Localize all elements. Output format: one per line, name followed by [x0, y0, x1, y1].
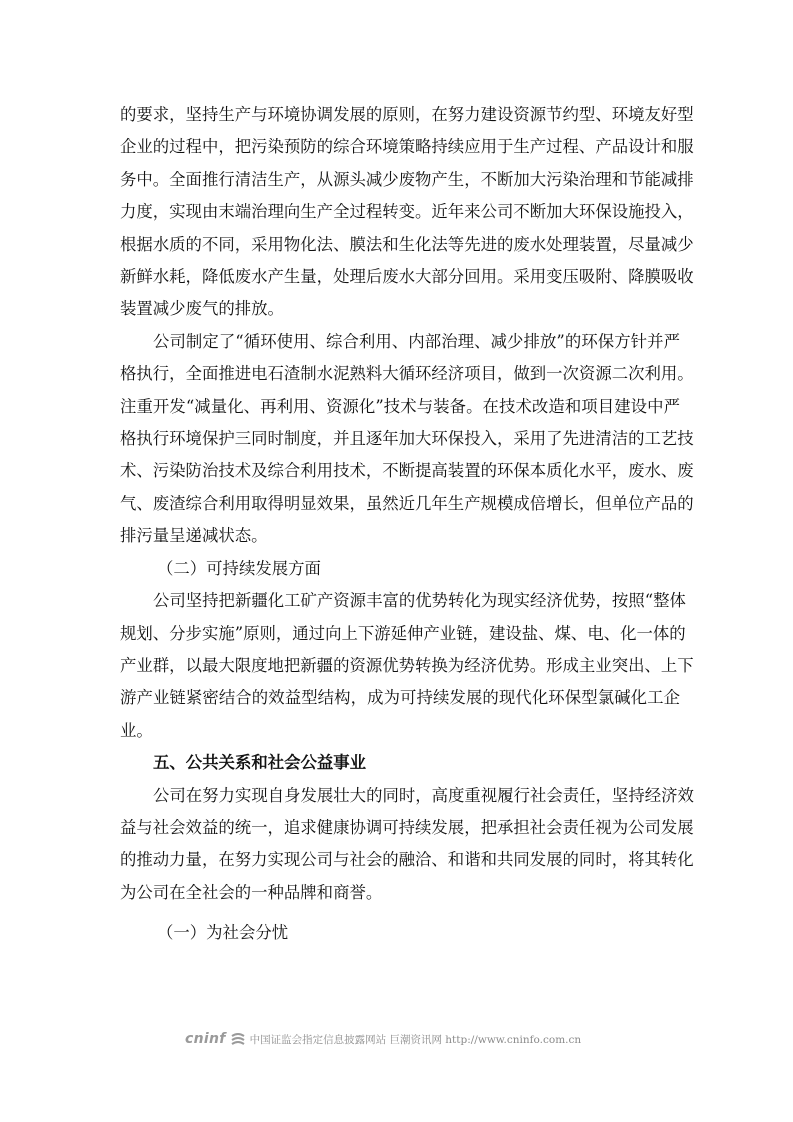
text-line: 装置减少废气的排放。: [120, 299, 284, 319]
text-line: 企业的过程中，把污染预防的综合环境策略持续应用于生产过程、产品设计和服: [120, 137, 694, 157]
text-line: 注重开发“减量化、再利用、资源化”技术与装备。在技术改造和项目建设中严: [120, 396, 680, 416]
paragraph-environmental-strategy: [120, 99, 694, 326]
document-body: [120, 99, 694, 950]
paragraph-sustainable-development: [120, 585, 694, 747]
text-line: 游产业链紧密结合的效益型结构，成为可持续发展的现代化环保型氯碱化工企: [120, 688, 680, 708]
text-line: 为公司在全社会的一种品牌和商誉。: [120, 882, 383, 902]
text-line: 力度，实现由末端治理向生产全过程转变。近年来公司不断加大环保设施投入，: [120, 202, 694, 222]
text-line: 公司制定了“循环使用、综合利用、内部治理、减少排放”的环保方针并严: [153, 331, 680, 351]
text-line: 公司在努力实现自身发展壮大的同时，高度重视履行社会责任，坚持经济效: [153, 785, 694, 805]
paragraph-social-responsibility: [120, 780, 694, 910]
text-line: 术、污染防治技术及综合利用技术，不断提高装置的环保本质化水平，废水、废: [120, 461, 694, 481]
footer-text: 中国证监会指定信息披露网站 巨潮资讯网 http://www.cninfo.com.cn: [249, 1033, 582, 1046]
page-footer: [185, 1030, 581, 1048]
subheading-sustainable-development: （二）可持续发展方面: [157, 558, 321, 578]
text-line: 新鲜水耗，降低废水产生量，处理后废水大部分回用。采用变压吸附、降膜吸收: [120, 267, 694, 287]
text-line: 规划、分步实施”原则，通过向上下游延伸产业链，建设盐、煤、电、化一体的: [120, 623, 686, 643]
subheading-social-concerns: （一）为社会分忧: [157, 923, 289, 943]
text-line: 根据水质的不同，采用物化法、膜法和生化法等先进的废水处理装置，尽量减少: [120, 234, 694, 254]
text-line: 格执行，全面推进电石渣制水泥熟料大循环经济项目，做到一次资源二次利用。: [120, 364, 694, 384]
text-line: 产业群，以最大限度地把新疆的资源优势转换为经济优势。形成主业突出、上下: [120, 655, 694, 675]
section-heading-public-relations: 五、公共关系和社会公益事业: [153, 753, 367, 773]
text-line: 公司坚持把新疆化工矿产资源丰富的优势转化为现实经济优势，按照“整体: [153, 591, 686, 611]
cninfo-logo-text: cninf: [185, 1031, 226, 1047]
text-line: 排污量呈递减状态。: [120, 526, 268, 546]
text-line: 的推动力量，在努力实现公司与社会的融洽、和谐和共同发展的同时，将其转化: [120, 850, 694, 870]
cninfo-logo-icon: [230, 1032, 246, 1046]
text-line: 业。: [120, 720, 153, 740]
text-line: 气、废渣综合利用取得明显效果，虽然近几年生产规模成倍增长，但单位产品的: [120, 493, 694, 513]
text-line: 的要求，坚持生产与环境协调发展的原则，在努力建设资源节约型、环境友好型: [120, 105, 694, 124]
text-line: 格执行环境保护三同时制度，并且逐年加大环保投入，采用了先进清洁的工艺技: [120, 429, 694, 449]
text-line: 务中。全面推行清洁生产，从源头减少废物产生，不断加大污染治理和节能减排: [120, 169, 694, 189]
text-line: 益与社会效益的统一，追求健康协调可持续发展，把承担社会责任视为公司发展: [120, 817, 694, 837]
paragraph-environmental-policy: [120, 326, 694, 553]
